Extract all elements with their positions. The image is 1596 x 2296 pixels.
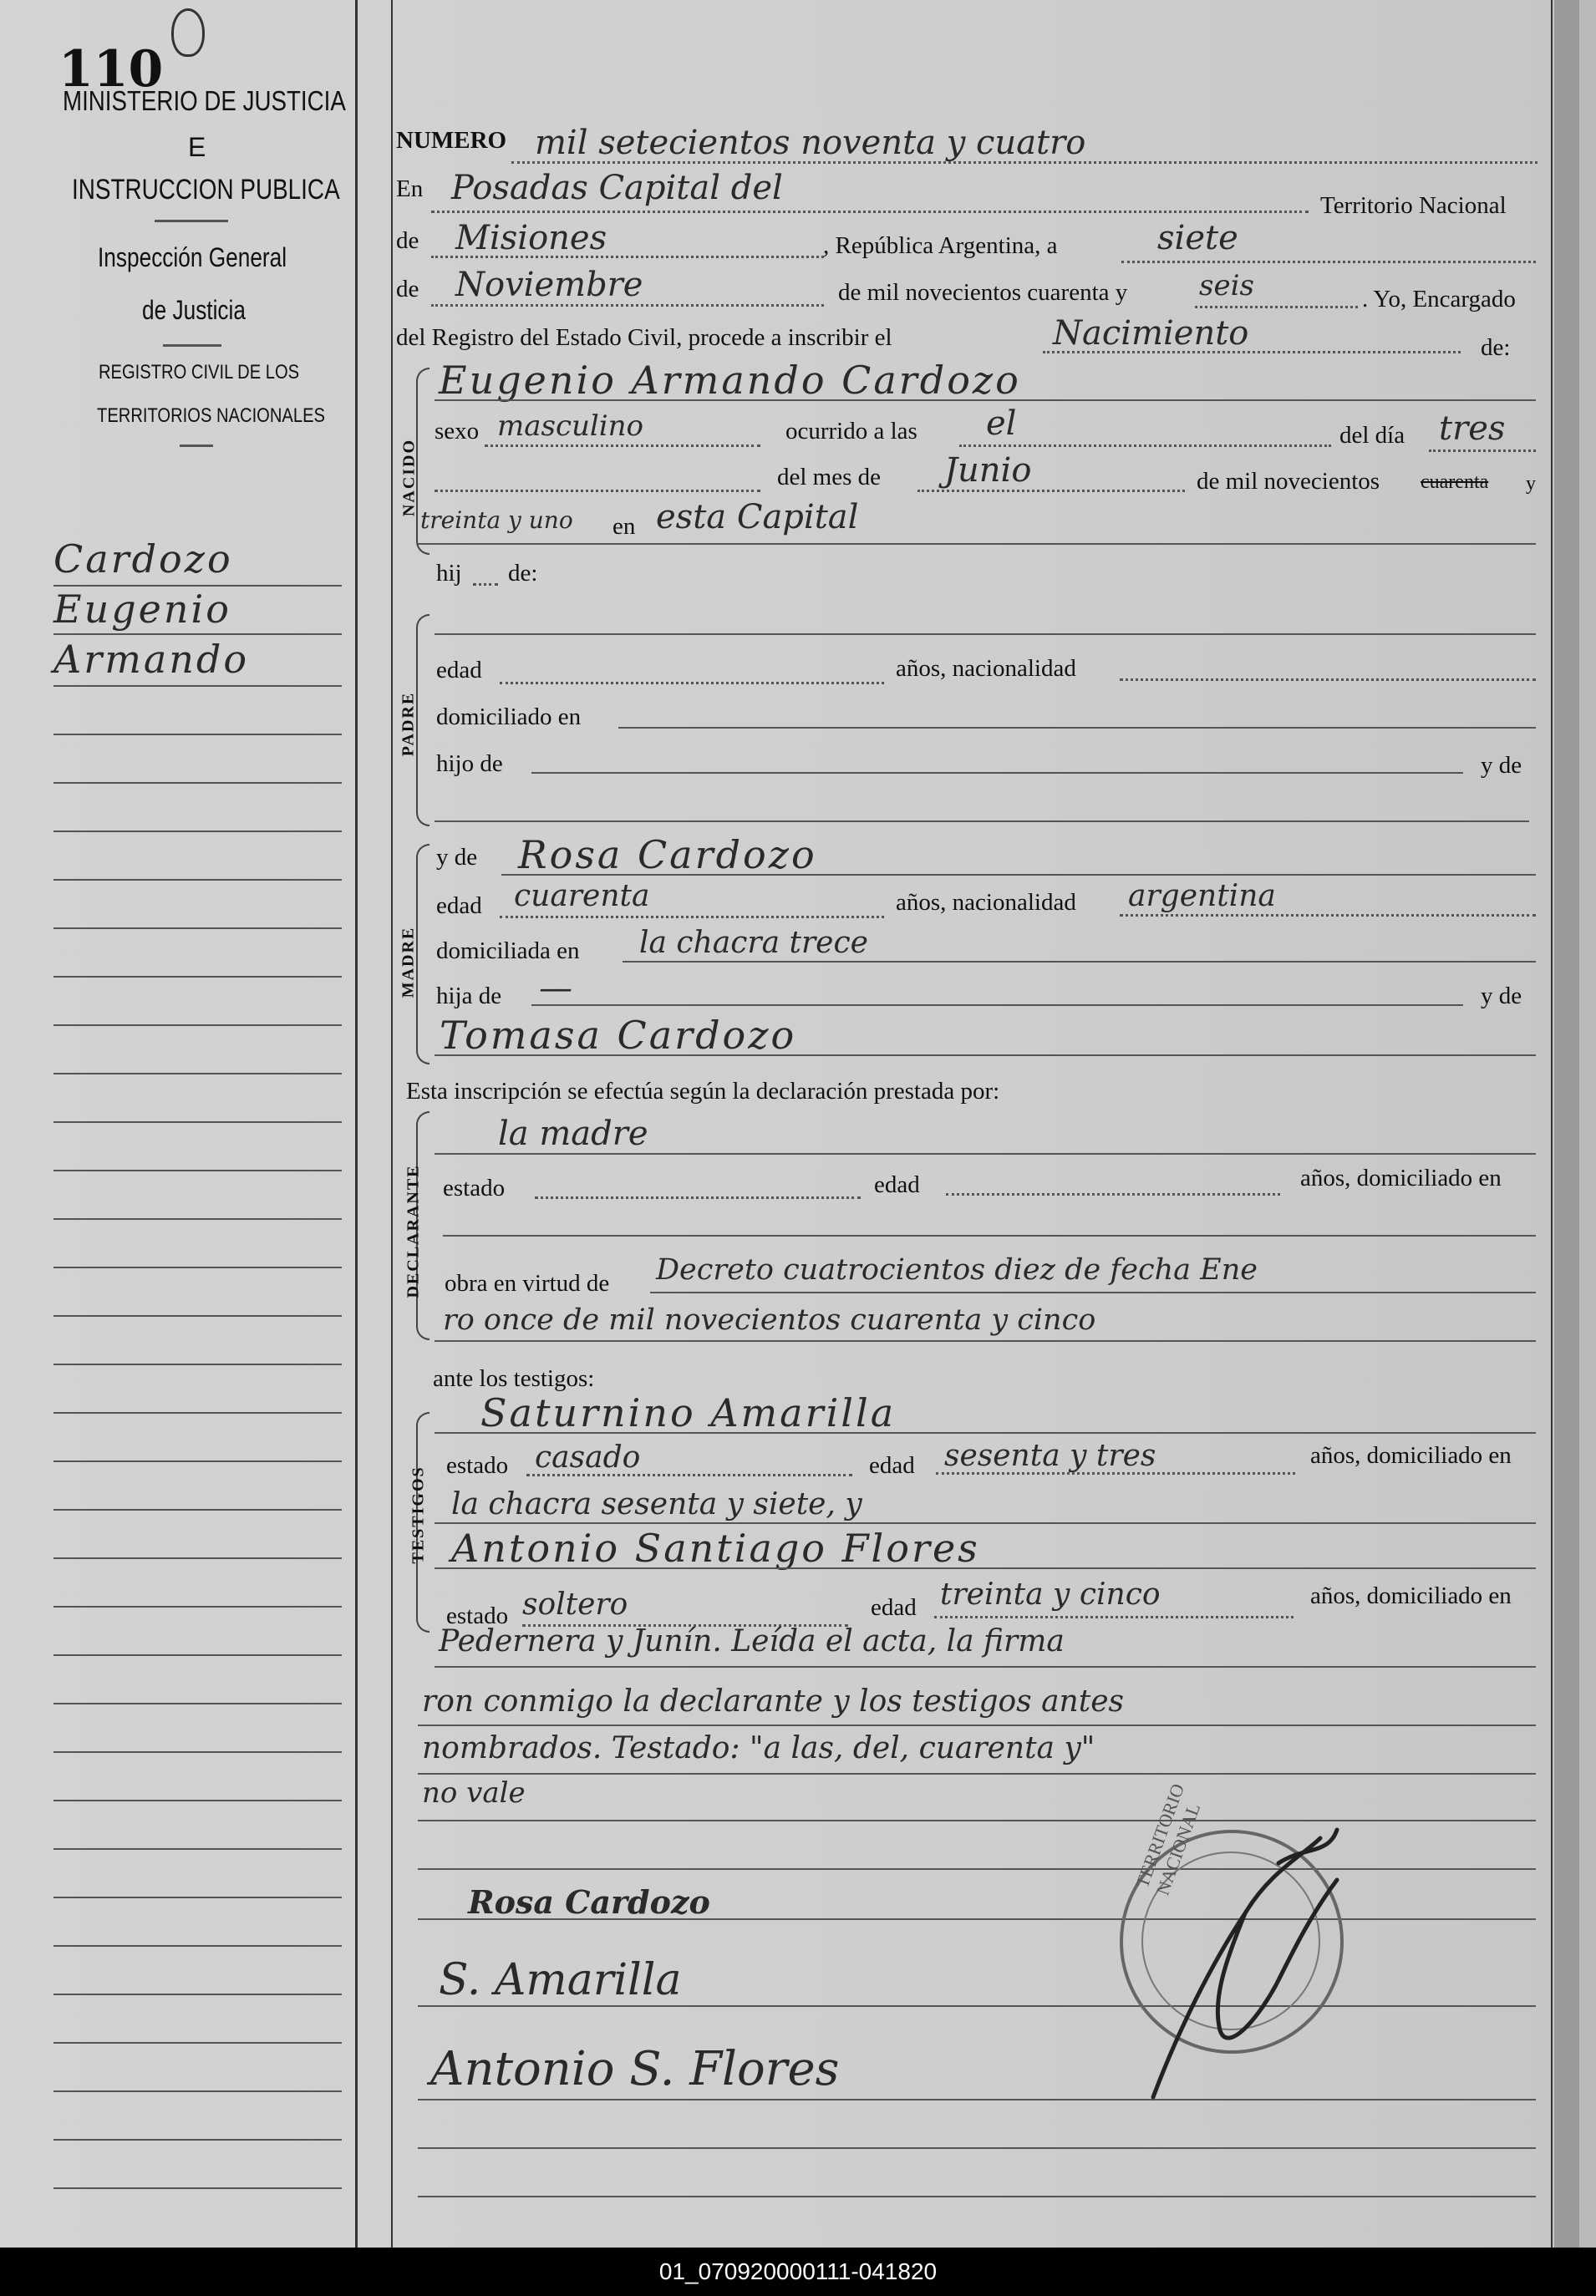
witness2-domicilio-label: años, domiciliado en (1310, 1582, 1512, 1609)
margin-ruled-line (53, 927, 342, 929)
en-value: Posadas Capital del (451, 169, 783, 207)
day-line (1121, 261, 1536, 263)
sexo-label: sexo (435, 418, 480, 444)
left-margin-divider (355, 0, 358, 2248)
witness2-domicilio: Pedernera y Junín. Leída el acta, la firma (439, 1624, 1065, 1659)
month-value: Noviembre (455, 266, 643, 304)
padre-hijo-de-label: hijo de (436, 750, 503, 777)
witness2-domicilio-line (435, 1666, 1536, 1668)
obra-value-2: ro once de mil novecientos cuarenta y cinco (443, 1303, 1096, 1337)
padre-name-line (435, 633, 1536, 635)
nacido-year-value: treinta y uno (420, 506, 573, 534)
witness2-estado: soltero (522, 1587, 628, 1622)
closing-rule-1 (418, 1725, 1536, 1726)
declarante-domicilio-line (443, 1235, 1536, 1237)
padre-section-label: PADRE (399, 691, 418, 757)
madre-name: Rosa Cardozo (518, 832, 817, 877)
declarante-who-line (435, 1153, 1536, 1155)
margin-ruled-line (53, 1315, 342, 1317)
signature-line-5 (418, 2196, 1536, 2197)
registry-line2: TERRITORIOS NACIONALES (97, 404, 325, 427)
de-label: de (396, 227, 419, 254)
padre-edad-label: edad (436, 657, 482, 683)
signature-witness1: S. Amarilla (439, 1955, 682, 2005)
padre-mother-line (435, 820, 1529, 822)
margin-ruled-line (53, 1606, 342, 1608)
numero-value: mil setecientos noventa y cuatro (535, 124, 1086, 162)
closing-rule-2 (418, 1773, 1536, 1775)
madre-mother-name: Tomasa Cardozo (440, 1013, 797, 1058)
margin-ruled-line (53, 2042, 342, 2044)
page-number: 110 (58, 40, 164, 99)
madre-domicilio-value: la chacra trece (639, 926, 868, 960)
madre-section-label: MADRE (399, 926, 418, 998)
madre-domicilio-line (623, 961, 1536, 963)
witness2-edad-line (934, 1616, 1294, 1618)
closing-line-2: nombrados. Testado: "a las, del, cuarenta y" (422, 1731, 1095, 1765)
obra-label: obra en virtud de (445, 1270, 610, 1297)
declarante-estado-line (535, 1196, 861, 1199)
right-border (1551, 0, 1553, 2248)
madre-hija-de-value: — (539, 969, 572, 1008)
witness1-domicilio-line (435, 1522, 1536, 1524)
yo-label: . Yo, Encargado (1362, 286, 1516, 312)
margin-ruled-line (53, 1121, 342, 1123)
ministry-line3: INSTRUCCION PUBLICA (72, 174, 340, 206)
signature-witness2: Antonio S. Flores (430, 2042, 840, 2096)
sexo-value: masculino (497, 409, 644, 443)
inspection-line1: Inspección General (98, 242, 287, 272)
margin-ruled-line (53, 685, 342, 687)
mes-value: Junio (944, 451, 1032, 490)
madre-name-line (501, 874, 1536, 876)
padre-domicilio-label: domiciliado en (436, 704, 582, 730)
margin-ruled-line (53, 1460, 342, 1462)
hijo-de-label: de: (508, 560, 538, 587)
margin-ruled-line (53, 734, 342, 735)
margin-ruled-line (53, 1994, 342, 1995)
numero-label: NUMERO (396, 127, 507, 154)
declarante-estado-label: estado (443, 1175, 506, 1201)
margin-ruled-line (53, 1897, 342, 1898)
padre-domicilio-line (618, 727, 1536, 729)
margin-ruled-line (53, 1267, 342, 1268)
sexo-line (485, 444, 760, 447)
image-id-footer: 01_070920000111-041820 (0, 2248, 1596, 2296)
signature-declarante: Rosa Cardozo (468, 1883, 710, 1921)
closing-line-1: ron conmigo la declarante y los testigos antes (422, 1684, 1124, 1719)
margin-ruled-line (53, 1412, 342, 1414)
testigos-intro: ante los testigos: (433, 1365, 595, 1392)
nacido-year-struck: cuarenta (1421, 471, 1489, 493)
margin-ruled-line (53, 782, 342, 784)
margin-ruled-line (53, 2090, 342, 2092)
year-label: de mil novecientos cuarenta y (838, 279, 1128, 306)
margin-line (53, 633, 342, 635)
madre-edad-label: edad (436, 892, 482, 919)
margin-ruled-line (53, 1509, 342, 1511)
margin-ruled-line (53, 976, 342, 978)
declarante-domicilio-label: años, domiciliado en (1300, 1165, 1502, 1191)
margin-ruled-line (53, 1703, 342, 1704)
padre-y-de-label: y de (1481, 752, 1522, 779)
stamp-text: TERRITORIO NACIONAL (1131, 1780, 1205, 1898)
madre-nacionalidad-value: argentina (1128, 879, 1276, 913)
nacido-en-label: en (612, 513, 636, 540)
madre-edad-line (500, 916, 884, 918)
obra-line-2 (435, 1340, 1536, 1342)
madre-nacionalidad-line (1120, 914, 1536, 917)
witness1-name-line (435, 1432, 1536, 1434)
madre-y-de2-label: y de (1481, 983, 1522, 1009)
margin-ruled-line (53, 1751, 342, 1753)
margin-ruled-line (53, 831, 342, 832)
madre-mother-line (435, 1054, 1536, 1056)
margin-ruled-line (53, 1800, 342, 1801)
margin-ruled-line (53, 1073, 342, 1074)
declarante-section-label: DECLARANTE (404, 1164, 423, 1298)
witness1-estado-line (526, 1474, 852, 1476)
witness1-edad-line (936, 1472, 1295, 1475)
margin-ruled-line (53, 1170, 342, 1171)
witness1-estado-label: estado (446, 1452, 509, 1479)
mes-label: del mes de (777, 464, 882, 490)
padre-nacionalidad-label: años, nacionalidad (896, 655, 1076, 682)
hora-value: el (986, 404, 1017, 443)
madre-hija-de-label: hija de (436, 983, 502, 1009)
margin-ruled-line (53, 2139, 342, 2141)
act-value: Nacimiento (1053, 314, 1249, 353)
republica-label: , República Argentina, a (823, 232, 1058, 259)
closing-line-3: no vale (422, 1776, 526, 1810)
de3-label: de: (1481, 334, 1511, 361)
margin-ruled-line (53, 1848, 342, 1850)
declarante-edad-label: edad (874, 1171, 920, 1198)
de2-label: de (396, 276, 419, 302)
hora-line (959, 444, 1331, 447)
hijo-label: hij (436, 560, 462, 587)
margin-note-middle: Armando (53, 637, 250, 682)
margin-ruled-line (53, 1654, 342, 1656)
declarante-edad-line (946, 1193, 1280, 1196)
dia-value: tres (1439, 409, 1506, 448)
padre-hijo-de-line (531, 772, 1463, 774)
witness1-domicilio-label: años, domiciliado en (1310, 1442, 1512, 1469)
page-edge (1554, 0, 1579, 2248)
madre-edad-value: cuarenta (514, 879, 650, 913)
de-line (431, 256, 824, 258)
month-line (431, 304, 824, 307)
madre-y-de-label: y de (436, 844, 478, 871)
obra-line-1 (650, 1292, 1536, 1293)
nacido-name: Eugenio Armando Cardozo (439, 358, 1021, 403)
ocurrido-label: ocurrido a las (785, 418, 917, 444)
header-rule-1 (155, 220, 228, 222)
dia-label: del día (1339, 422, 1405, 449)
madre-hija-de-line (531, 1004, 1463, 1006)
witness2-edad-label: edad (871, 1594, 917, 1621)
header-rule-3 (180, 444, 213, 447)
ministry-line1: MINISTERIO DE JUSTICIA (63, 85, 346, 116)
nacido-name-line (435, 399, 1536, 401)
declarante-intro: Esta inscripción se efectúa según la declaración prestada por: (406, 1078, 1000, 1105)
padre-nacionalidad-line (1120, 678, 1536, 681)
nacido-year-end: y (1526, 473, 1536, 495)
witness2-edad: treinta y cinco (940, 1577, 1161, 1612)
margin-ruled-line (53, 1024, 342, 1026)
registry-line1: REGISTRO CIVIL DE LOS (99, 361, 300, 384)
place-line (418, 543, 1536, 545)
signature-line-4 (418, 2147, 1536, 2149)
margin-ruled-line (53, 1945, 342, 1947)
place-value: esta Capital (656, 498, 859, 536)
en-label: En (396, 175, 424, 202)
nacido-section-label: NACIDO (399, 438, 419, 517)
year-value: seis (1199, 269, 1254, 302)
witness1-estado: casado (535, 1440, 641, 1475)
hijo-dots (473, 583, 498, 586)
ministry-line2: E (188, 132, 206, 162)
de-value: Misiones (455, 219, 607, 257)
witness1-name: Saturnino Amarilla (480, 1390, 897, 1435)
margin-note-name: Eugenio (53, 587, 231, 632)
declarante-who: la madre (498, 1115, 648, 1153)
margin-ruled-line (53, 1364, 342, 1365)
header-rule-2 (163, 344, 221, 347)
padre-edad-line (500, 682, 884, 684)
margin-ruled-line (53, 1557, 342, 1559)
witness1-domicilio: la chacra sesenta y siete, y (451, 1487, 862, 1521)
act-line (1043, 351, 1461, 353)
registro-label: del Registro del Estado Civil, procede a inscribir el (396, 324, 892, 351)
nacido-blank-line (435, 490, 760, 492)
territorio-label: Territorio Nacional (1320, 192, 1507, 219)
witness1-edad: sesenta y tres (944, 1439, 1156, 1473)
numero-line (511, 161, 1538, 164)
witness1-edad-label: edad (869, 1452, 915, 1479)
inspection-line2: de Justicia (142, 295, 246, 325)
margin-ruled-line (53, 2187, 342, 2189)
witness2-estado-label: estado (446, 1603, 509, 1629)
madre-nacionalidad-label: años, nacionalidad (896, 889, 1076, 916)
testigos-section-label: TESTIGOS (409, 1465, 428, 1564)
mes-line (917, 490, 1185, 492)
year-line (1195, 306, 1358, 308)
margin-ruled-line (53, 879, 342, 881)
madre-domicilio-label: domiciliada en (436, 937, 580, 964)
margin-note-surname: Cardozo (53, 536, 233, 582)
dia-line (1429, 450, 1536, 452)
margin-ruled-line (53, 1218, 342, 1220)
left-inner-divider (391, 0, 393, 2248)
obra-value-1: Decreto cuatrocientos diez de fecha Ene (656, 1253, 1258, 1287)
officer-signature (1103, 1780, 1370, 2114)
nacido-year-label: de mil novecientos (1197, 468, 1380, 495)
witness2-name-line (435, 1567, 1536, 1569)
en-line (431, 211, 1309, 213)
day-value: siete (1157, 219, 1238, 257)
witness2-name: Antonio Santiago Flores (451, 1526, 980, 1571)
coat-of-arms-icon (171, 8, 205, 57)
